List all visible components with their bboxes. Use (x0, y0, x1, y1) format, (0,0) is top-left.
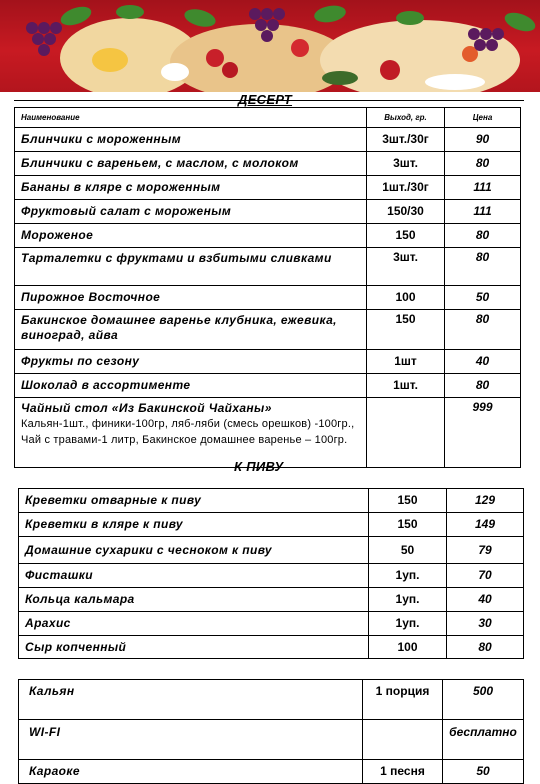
table-row (19, 489, 524, 513)
table-row (15, 176, 521, 200)
tea-cell (15, 398, 367, 468)
item-yield: 1 песня (363, 760, 443, 784)
item-name: Фруктовый салат с мороженым (15, 200, 367, 224)
tea-note: Кальян-1шт., финики-100гр, ляб-ляби (смесь орешков) -100гр., Чай с травами-1 литр, Бакинское домашнее варенье – 100гр. (21, 418, 355, 446)
table-row (15, 128, 521, 152)
table-row (19, 680, 524, 720)
item-price: бесплатно (443, 720, 524, 760)
item-yield: 150 (369, 513, 447, 537)
item-name: Караоке (19, 760, 363, 784)
extras-table (18, 679, 524, 784)
table-row (19, 513, 524, 537)
item-name: Шоколад в ассортименте (15, 374, 367, 398)
item-yield: 1 порция (363, 680, 443, 720)
item-yield: 1шт. (367, 374, 445, 398)
item-name: Кольца кальмара (19, 588, 369, 612)
item-yield: 150/30 (367, 200, 445, 224)
item-price: 129 (447, 489, 524, 513)
item-price: 111 (445, 200, 521, 224)
item-yield: 100 (369, 636, 447, 659)
item-yield: 150 (367, 224, 445, 248)
item-price: 79 (447, 537, 524, 564)
item-yield: 50 (369, 537, 447, 564)
beer-title: К ПИВУ (234, 459, 284, 474)
item-name: Блинчики с мороженным (15, 128, 367, 152)
beer-table (18, 488, 524, 659)
item-price: 500 (443, 680, 524, 720)
item-name: WI-FI (19, 720, 363, 760)
item-yield: 1шт (367, 350, 445, 374)
item-price: 90 (445, 128, 521, 152)
item-yield: 3шт. (367, 248, 445, 286)
item-price: 40 (445, 350, 521, 374)
item-price: 80 (445, 152, 521, 176)
item-price: 80 (445, 310, 521, 350)
item-name: Тарталетки с фруктами и взбитыми сливками (15, 248, 367, 286)
header-banner (0, 0, 540, 92)
item-name: Сыр копченный (19, 636, 369, 659)
item-price: 30 (447, 612, 524, 636)
item-price: 80 (447, 636, 524, 659)
item-yield: 150 (369, 489, 447, 513)
item-price: 80 (445, 374, 521, 398)
header-name: Наименование (15, 108, 367, 128)
item-name: Кальян (19, 680, 363, 720)
item-name: Фисташки (19, 564, 369, 588)
dessert-header-row (15, 108, 521, 128)
table-row (15, 310, 521, 350)
table-row (15, 200, 521, 224)
item-name: Блинчики с вареньем, с маслом, с молоком (15, 152, 367, 176)
item-yield: 150 (367, 310, 445, 350)
item-yield: 1шт./30г (367, 176, 445, 200)
grapes-left (26, 22, 62, 56)
table-row (15, 248, 521, 286)
table-row (15, 152, 521, 176)
item-price: 80 (445, 224, 521, 248)
item-yield (363, 720, 443, 760)
item-price: 111 (445, 176, 521, 200)
item-price: 40 (447, 588, 524, 612)
item-price: 149 (447, 513, 524, 537)
item-price: 50 (445, 286, 521, 310)
item-yield: 1уп. (369, 564, 447, 588)
item-name: Фрукты по сезону (15, 350, 367, 374)
table-row (19, 588, 524, 612)
item-yield: 1уп. (369, 588, 447, 612)
item-yield: 1уп. (369, 612, 447, 636)
item-yield (367, 398, 445, 468)
tea-name: Чайный стол «Из Бакинской Чайханы» (21, 401, 272, 415)
table-row (15, 224, 521, 248)
table-row (15, 286, 521, 310)
item-price: 999 (445, 398, 521, 468)
item-name: Мороженое (15, 224, 367, 248)
item-name: Бананы в кляре с мороженным (15, 176, 367, 200)
item-name: Арахис (19, 612, 369, 636)
table-row (19, 720, 524, 760)
table-row (19, 537, 524, 564)
item-name: Креветки в кляре к пиву (19, 513, 369, 537)
table-row-tea (15, 398, 521, 468)
fruit-dessert-photo (0, 0, 540, 92)
dessert-table (14, 107, 521, 468)
item-price: 70 (447, 564, 524, 588)
item-price: 80 (445, 248, 521, 286)
item-price: 50 (443, 760, 524, 784)
item-name: Пирожное Восточное (15, 286, 367, 310)
item-name: Креветки отварные к пиву (19, 489, 369, 513)
item-yield: 100 (367, 286, 445, 310)
dessert-title: ДЕСЕРТ (238, 92, 293, 107)
header-yield: Выход, гр. (367, 108, 445, 128)
item-name: Бакинское домашнее варенье клубника, ежевика, виноград, айва (15, 310, 367, 350)
item-name: Домашние сухарики с чесноком к пиву (19, 537, 369, 564)
table-row (19, 636, 524, 659)
header-price: Цена (445, 108, 521, 128)
table-row (19, 564, 524, 588)
table-row (19, 612, 524, 636)
item-yield: 3шт. (367, 152, 445, 176)
table-row (15, 374, 521, 398)
table-row (15, 350, 521, 374)
item-yield: 3шт./30г (367, 128, 445, 152)
